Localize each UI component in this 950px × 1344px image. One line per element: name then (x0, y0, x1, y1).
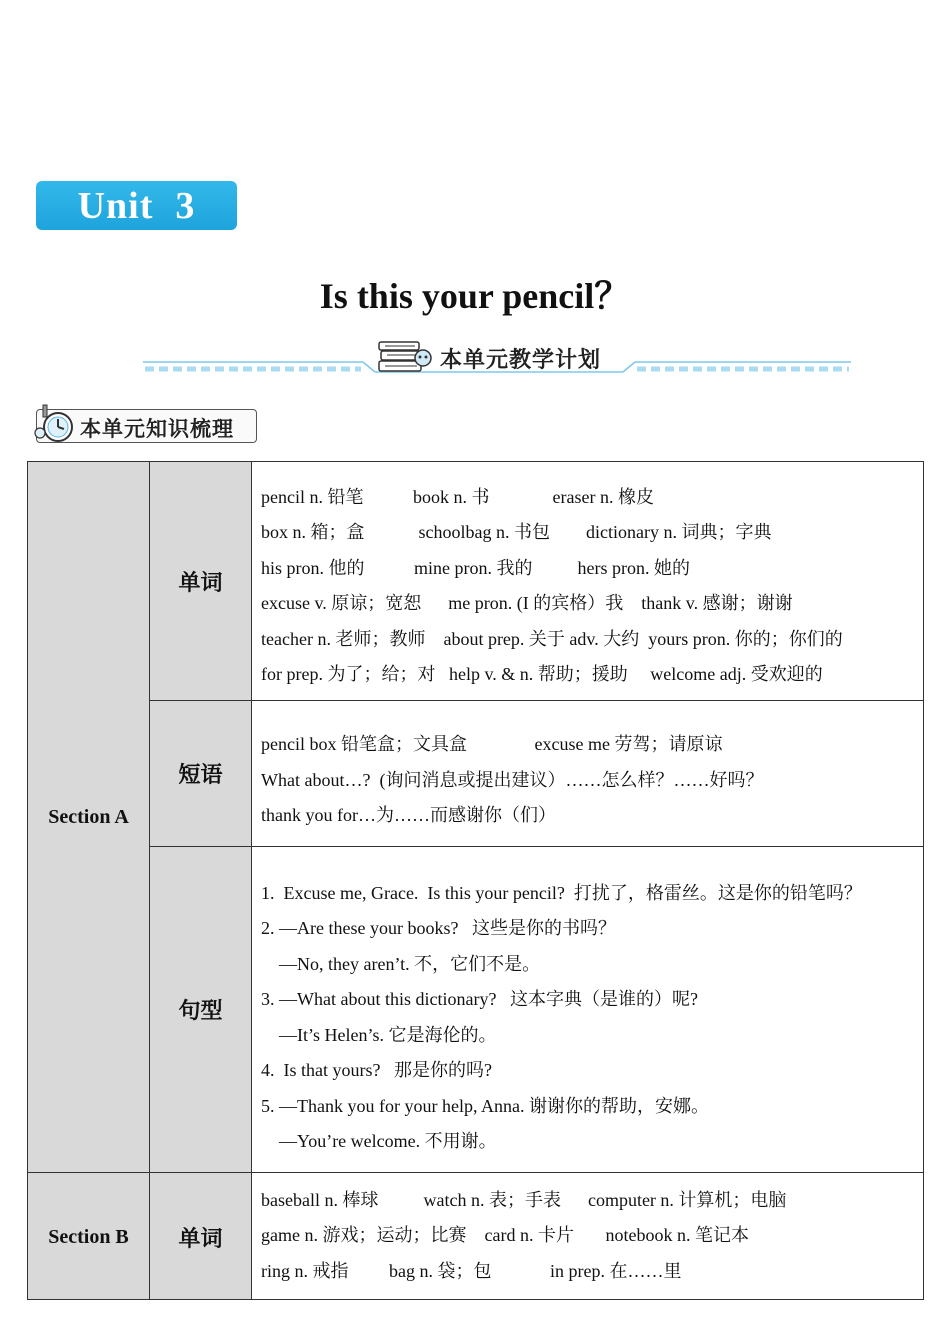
unit-badge (36, 181, 237, 230)
sentence-line: 2. —Are these your books? 这些是你的书吗？ (261, 918, 616, 938)
knowledge-label: 本单元知识梳理 (80, 417, 234, 441)
phrase-line: What about…? (询问消息或提出建议）……怎么样？……好吗？ (261, 769, 764, 790)
sentence-line: 3. —What about this dictionary? 这本字典（是谁的）呢? (261, 989, 698, 1009)
phrase-line: thank you for…为……而感谢你（们） (261, 805, 556, 826)
section-a-phrase-label: 短语 (150, 701, 252, 847)
vocab-line: game n. 游戏；运动；比赛 card n. 卡片 notebook n. 笔记本 (261, 1225, 749, 1246)
vocab-line: for prep. 为了；给；对 help v. & n. 帮助；援助 welcome adj. 受欢迎的 (261, 664, 823, 684)
clock-icon (34, 403, 78, 443)
vocab-line: ring n. 戒指 bag n. 袋；包 in prep. 在……里 (261, 1260, 682, 1281)
vocab-line: box n. 箱；盒 schoolbag n. 书包 dictionary n. 词典；字典 (261, 522, 772, 542)
page-title: Is this your pencil？ (319, 276, 631, 316)
section-a-sentences (252, 847, 924, 1173)
section-b-vocab-label: 单词 (150, 1173, 252, 1300)
vocab-line: his pron. 他的 mine pron. 我的 hers pron. 她的 (261, 557, 690, 578)
section-a-phrases (252, 701, 924, 847)
section-a-vocab-label: 单词 (150, 462, 252, 701)
sentence-line: —No, they aren’t. 不，它们不是。 (261, 953, 541, 974)
plan-label: 本单元教学计划 (440, 348, 602, 373)
unit-word: Unit (77, 184, 154, 227)
sentence-line: —You’re welcome. 不用谢。 (261, 1131, 497, 1151)
vocab-line: excuse v. 原谅；宽恕 me pron. (I 的宾格）我 thank v. 感谢；谢谢 (261, 593, 793, 613)
unit-number: 3 (175, 184, 196, 227)
section-a-vocab (252, 462, 924, 701)
phrase-line: pencil box 铅笔盒；文具盒 excuse me 劳驾；请原谅 (261, 734, 723, 755)
books-icon (377, 338, 433, 374)
section-a-sentence-label: 句型 (150, 847, 252, 1173)
sentence-line: —It’s Helen’s. 它是海伦的。 (261, 1024, 497, 1045)
section-b-vocab (252, 1173, 924, 1300)
knowledge-table (27, 461, 924, 1300)
section-b-label: Section B (28, 1173, 150, 1300)
vocab-line: teacher n. 老师；教师 about prep. 关于 adv. 大约 yours pron. 你的；你们的 (261, 628, 843, 649)
section-a-label: Section A (28, 462, 150, 1173)
vocab-line: baseball n. 棒球 watch n. 表；手表 computer n. 计算机；电脑 (261, 1189, 787, 1210)
sentence-line: 5. —Thank you for your help, Anna. 谢谢你的帮助，安娜。 (261, 1095, 709, 1116)
sentence-line: 1. Excuse me, Grace. Is this your pencil? 打扰了，格雷丝。这是你的铅笔吗？ (261, 882, 862, 903)
vocab-line: pencil n. 铅笔 book n. 书 eraser n. 橡皮 (261, 486, 654, 507)
sentence-line: 4. Is that yours? 那是你的吗? (261, 1060, 492, 1080)
